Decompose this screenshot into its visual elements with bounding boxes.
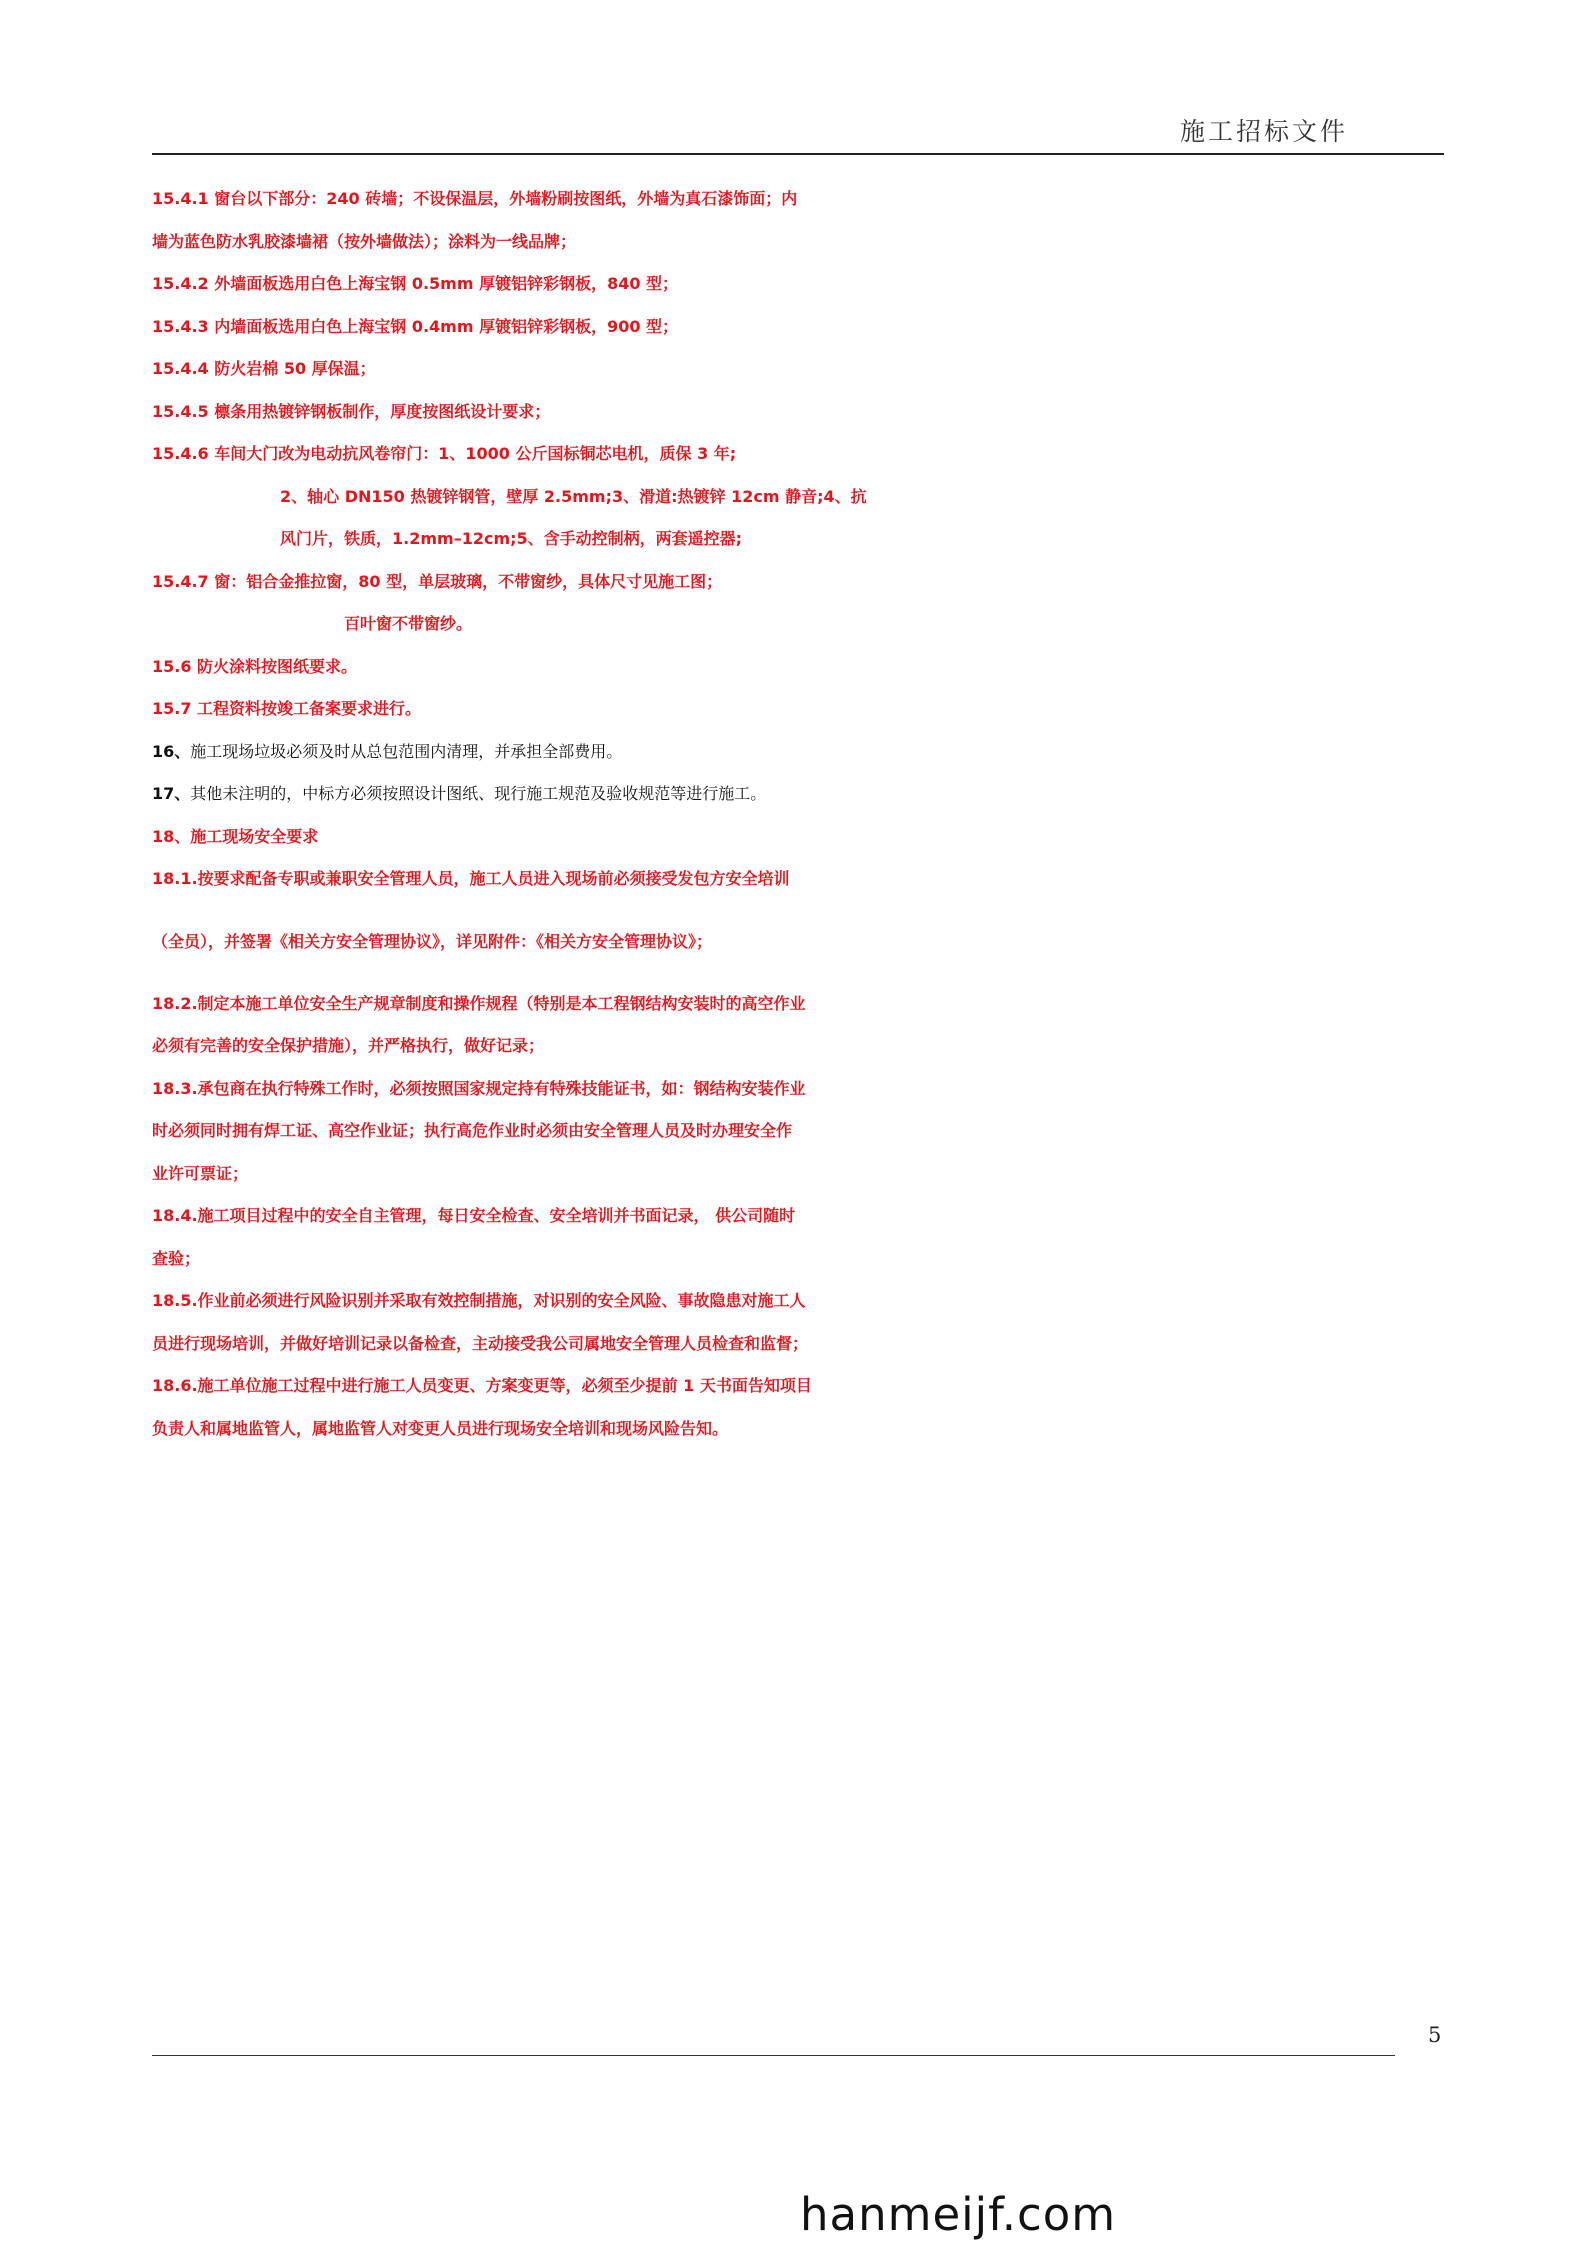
item-number: 16、	[152, 741, 191, 761]
text-line: 负责人和属地监管人，属地监管人对变更人员进行现场安全培训和现场风险告知。	[152, 1418, 729, 1438]
text-line: 必须有完善的安全保护措施），并严格执行，做好记录；	[152, 1036, 545, 1055]
text-line: 15.4.2 外墙面板选用白色上海宝钢 0.5mm 厚镀铝锌彩钢板，840 型；	[152, 274, 679, 293]
text-line: 15.4.1 窗台以下部分：240 砖墙；不设保温层，外墙粉刷按图纸，外墙为真石漆饰面；内	[152, 189, 798, 208]
text-line: 18.3.承包商在执行特殊工作时，必须按照国家规定持有特殊技能证书，如：钢结构安装作业	[152, 1078, 806, 1098]
text-line: 15.4.5 檩条用热镀锌钢板制作，厚度按图纸设计要求；	[152, 401, 551, 421]
text-line: 18.5.作业前必须进行风险识别并采取有效控制措施，对识别的安全风险、事故隐患对施工人	[152, 1291, 806, 1310]
text-line: 15.4.4 防火岩棉 50 厚保温；	[152, 359, 376, 378]
text-line: 15.6 防火涂料按图纸要求。	[152, 656, 358, 676]
text-line	[152, 731, 1452, 774]
watermark-text: hanmeijf.com	[800, 2188, 1117, 2241]
text-line: 15.4.3 内墙面板选用白色上海宝钢 0.4mm 厚镀铝锌彩钢板，900 型；	[152, 316, 679, 336]
text-line: （全员），并签署《相关方安全管理协议》，详见附件：《相关方安全管理协议》；	[152, 931, 713, 951]
text-line: 15.4.7 窗：铝合金推拉窗，80 型，单层玻璃，不带窗纱，具体尺寸见施工图；	[152, 571, 723, 591]
header-title: 施工招标文件	[1180, 117, 1349, 146]
text-line: 2、轴心 DN150 热镀锌钢管，壁厚 2.5mm;3、滑道:热镀锌 12cm 静音;4、抗	[280, 486, 867, 506]
text-line: 查验；	[152, 1248, 201, 1268]
text-line: 风门片，铁质，1.2mm–12cm;5、含手动控制柄，两套遥控器;	[280, 529, 743, 548]
item-text: 其他未注明的，中标方必须按照设计图纸、现行施工规范及验收规范等进行施工。	[190, 784, 767, 803]
text-line: 15.7 工程资料按竣工备案要求进行。	[152, 699, 422, 718]
text-line	[152, 773, 1452, 816]
text-line: 百叶窗不带窗纱。	[344, 614, 473, 633]
text-line: 时必须同时拥有焊工证、高空作业证；执行高危作业时必须由安全管理人员及时办理安全作	[152, 1121, 793, 1140]
text-line: 员进行现场培训，并做好培训记录以备检查，主动接受我公司属地安全管理人员检查和监督；	[152, 1333, 809, 1353]
text-line: 业许可票证；	[152, 1163, 249, 1183]
footer-divider	[152, 2055, 1395, 2056]
document-body	[152, 178, 1452, 1450]
text-line: 18.6.施工单位施工过程中进行施工人员变更、方案变更等，必须至少提前 1 天书面告知项目	[152, 1376, 812, 1395]
item-number: 17、	[152, 784, 191, 803]
text-line: 墙为蓝色防水乳胶漆墙裙（按外墙做法）；涂料为一线品牌；	[152, 231, 577, 251]
text-line: 18.4.施工项目过程中的安全自主管理，每日安全检查、安全培训并书面记录， 供公司随时	[152, 1206, 796, 1225]
page-number: 5	[1428, 2023, 1442, 2047]
header-divider	[152, 153, 1444, 155]
section-heading: 18、施工现场安全要求	[152, 826, 319, 846]
text-line: 18.1.按要求配备专职或兼职安全管理人员，施工人员进入现场前必须接受发包方安全培训	[152, 869, 790, 888]
text-line: 18.2.制定本施工单位安全生产规章制度和操作规程（特别是本工程钢结构安装时的高空作业	[152, 993, 806, 1013]
item-text: 施工现场垃圾必须及时从总包范围内清理，并承担全部费用。	[190, 741, 623, 761]
text-line: 15.4.6 车间大门改为电动抗风卷帘门：1、1000 公斤国标铜芯电机，质保 3 年;	[152, 444, 737, 463]
